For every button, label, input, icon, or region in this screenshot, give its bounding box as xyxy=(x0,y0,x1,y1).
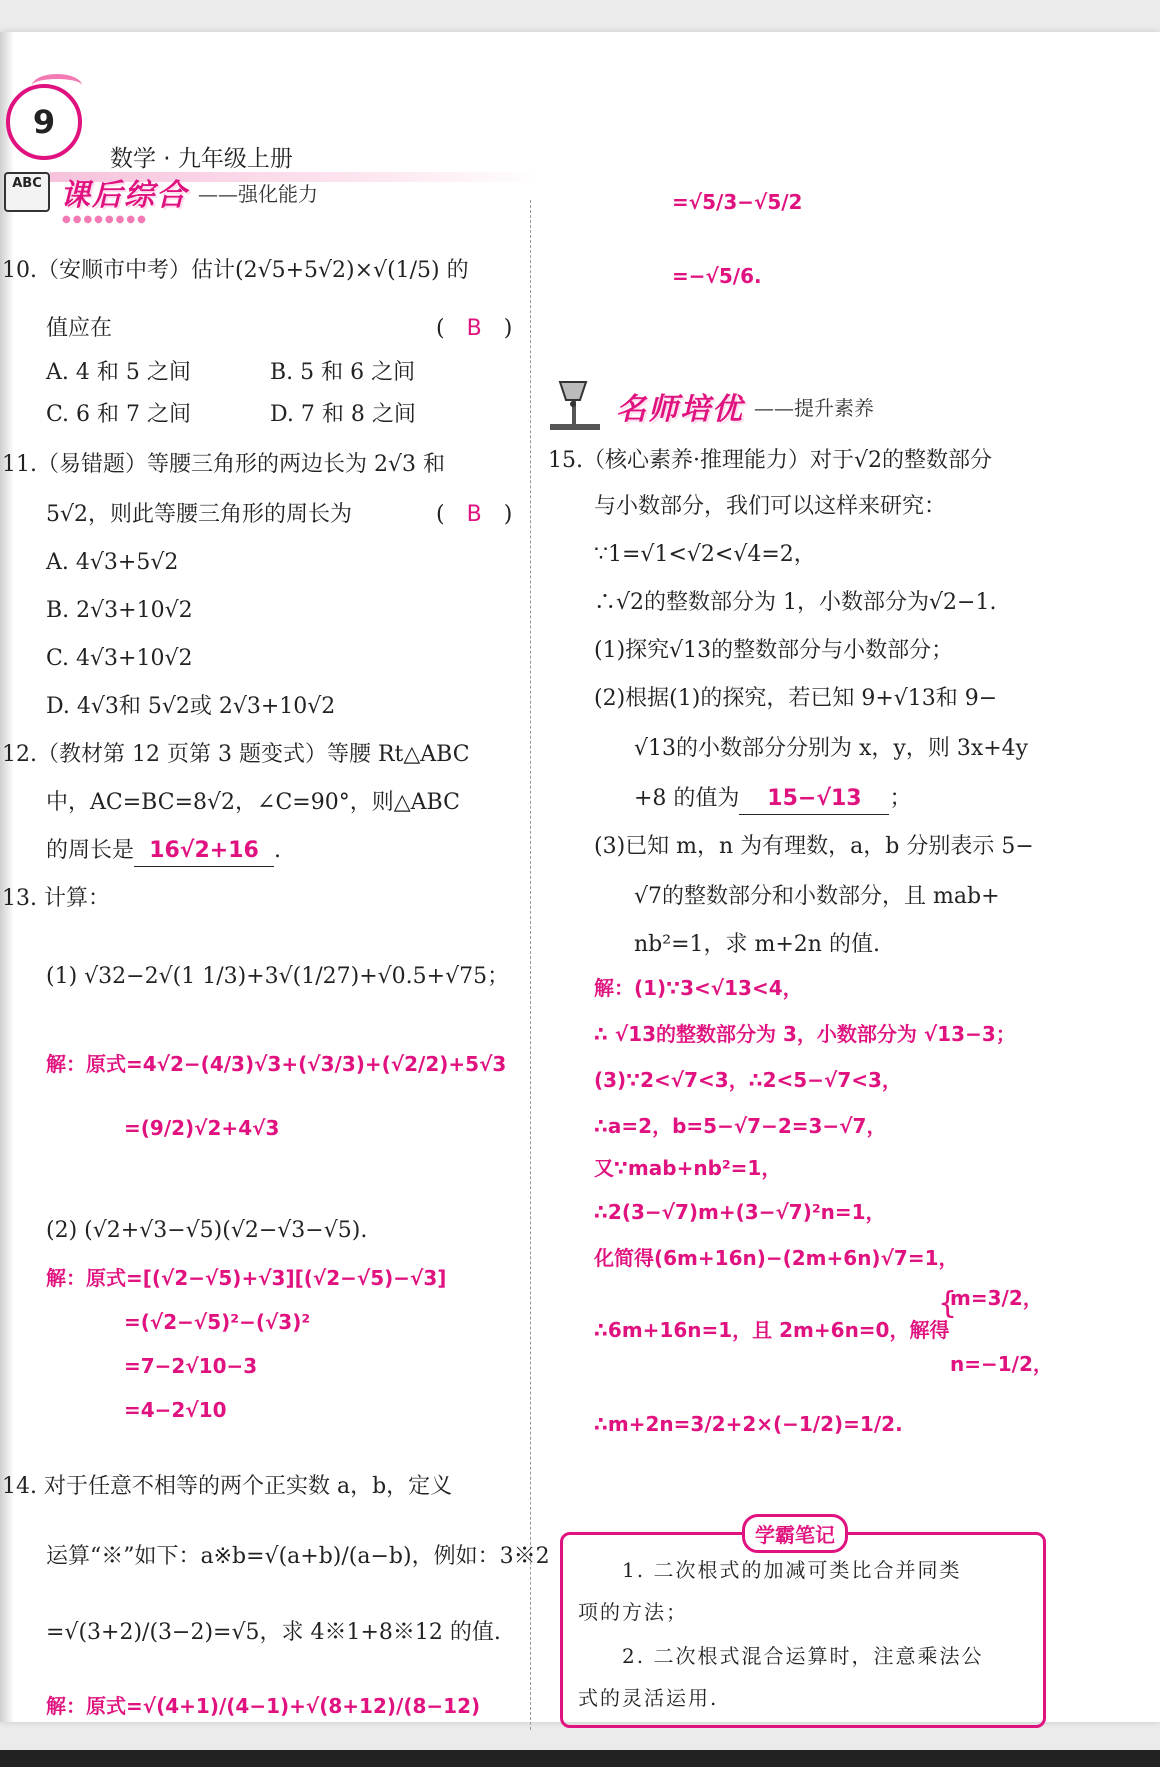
q14-solution-line1: 解：原式=√(4+1)/(4−1)+√(8+12)/(8−12) xyxy=(46,1694,481,1718)
q15-solution-line4: ∴a=2，b=5−√7−2=3−√7， xyxy=(594,1114,887,1138)
q14-line1: 14. 对于任意不相等的两个正实数 a，b，定义 xyxy=(2,1474,453,1499)
q13-part2-solution-line3: =7−2√10−3 xyxy=(124,1354,258,1378)
q10-option-b: B. 5 和 6 之间 xyxy=(270,360,416,385)
q10-answer-letter: B xyxy=(466,316,482,341)
page-number: 9 xyxy=(32,103,56,141)
q15-line1: 15.（核心素养·推理能力）对于√2的整数部分 xyxy=(548,448,992,473)
q10-option-c: C. 6 和 7 之间 xyxy=(46,402,192,427)
q15-line4: ∴√2的整数部分为 1，小数部分为√2−1. xyxy=(594,590,997,615)
q15-solution-system-n: n=−1/2， xyxy=(950,1352,1053,1376)
page-title: 数学 · 九年级上册 xyxy=(110,146,293,172)
q15-line3: ∵1=√1<√2<√4=2， xyxy=(594,542,816,567)
q10-line1: 10.（安顺市中考）估计(2√5+5√2)×√(1/5) 的 xyxy=(2,258,469,283)
q15-part1: (1)探究√13的整数部分与小数部分； xyxy=(594,638,954,663)
q15-solution-line9: ∴m+2n=3/2+2×(−1/2)=1/2. xyxy=(594,1412,903,1436)
q14-line3: =√(3+2)/(3−2)=√5，求 4※1+8※12 的值. xyxy=(46,1620,501,1645)
q13-part1-solution-cont1: =√5/3−√5/2 xyxy=(672,190,803,214)
q13-part1-solution-cont2: =−√5/6. xyxy=(672,264,762,288)
study-note-line4: 式的灵活运用. xyxy=(578,1686,719,1710)
q13-part2: (2) (√2+√3−√5)(√2−√3−√5). xyxy=(46,1218,368,1243)
q14-line2: 运算“※”如下：a※b=√(a+b)/(a−b)，例如：3※2 xyxy=(46,1544,550,1569)
q15-part2-line3-text: +8 的值为 xyxy=(634,786,740,811)
q11-line2: 5√2，则此等腰三角形的周长为 xyxy=(46,502,353,527)
study-note-line1: 1. 二次根式的加减可类比合并同类 xyxy=(622,1558,962,1582)
q10-option-a: A. 4 和 5 之间 xyxy=(46,360,191,385)
q15-answer-blank: 15−√13 xyxy=(739,784,889,815)
q11-line1: 11.（易错题）等腰三角形的两边长为 2√3 和 xyxy=(2,452,445,477)
q11-answer-letter: B xyxy=(466,502,482,527)
q15-solution-system-m: m=3/2， xyxy=(950,1286,1043,1310)
q15-solution-line8: ∴6m+16n=1，且 2m+6n=0，解得 xyxy=(594,1318,950,1342)
section-subtitle-right: ——提升素养 xyxy=(754,395,874,420)
brace-system: { xyxy=(938,1286,958,1321)
q15-part3-line3: nb²=1，求 m+2n 的值. xyxy=(634,932,880,957)
q13-part1-solution-line2: =(9/2)√2+4√3 xyxy=(124,1116,280,1140)
q13-part2-solution-line2: =(√2−√5)²−(√3)² xyxy=(124,1310,311,1334)
q15-part2-line3: +8 的值为 15−√13 ； xyxy=(634,784,911,815)
q11-option-c: C. 4√3+10√2 xyxy=(46,646,193,671)
q15-part2-line2: √13的小数部分分别为 x，y，则 3x+4y xyxy=(634,736,1029,761)
study-note-line3: 2. 二次根式混合运算时，注意乘法公 xyxy=(622,1644,984,1668)
q15-solution-line5: 又∵mab+nb²=1， xyxy=(594,1156,782,1180)
section-title-text-right: 名师培优 xyxy=(616,392,744,427)
study-note-line2: 项的方法； xyxy=(578,1600,688,1624)
q12-line2: 中，AC=BC=8√2，∠C=90°，则△ABC xyxy=(46,790,460,815)
q15-solution-line3: (3)∵2<√7<3，∴2<5−√7<3， xyxy=(594,1068,902,1092)
decor-dots: ●●●●●●●● xyxy=(62,214,148,225)
q10-option-d: D. 7 和 8 之间 xyxy=(270,402,416,427)
desk-lamp-icon xyxy=(546,378,606,434)
page-number-badge xyxy=(6,84,82,160)
q13-part2-solution-line1: 解：原式=[(√2−√5)+√3][(√2−√5)−√3] xyxy=(46,1266,447,1290)
q11-answer: ( B ) xyxy=(436,502,513,527)
q12-line3-text: 的周长是 xyxy=(46,838,135,863)
section-title-text: 课后综合 xyxy=(60,178,188,213)
abc-icon-label: ABC xyxy=(12,176,42,191)
q12-answer-blank: 16√2+16 xyxy=(134,836,274,867)
q13-part1-solution-line1: 解：原式=4√2−(4/3)√3+(√3/3)+(√2/2)+5√3 xyxy=(46,1052,507,1076)
q11-option-d: D. 4√3和 5√2或 2√3+10√2 xyxy=(46,694,336,719)
workbook-page xyxy=(0,32,1160,1722)
q15-solution-line2: ∴ √13的整数部分为 3，小数部分为 √13−3； xyxy=(594,1022,1016,1046)
q13-part2-solution-line4: =4−2√10 xyxy=(124,1398,227,1422)
abc-book-icon xyxy=(4,172,50,212)
q13-part1: (1) √32−2√(1 1/3)+3√(1/27)+√0.5+√75； xyxy=(46,964,510,989)
column-divider xyxy=(530,200,531,1730)
bottom-edge-bar xyxy=(0,1750,1160,1767)
q15-part2-line1: (2)根据(1)的探究，若已知 9+√13和 9− xyxy=(594,686,998,711)
q10-line2: 值应在 xyxy=(46,316,113,341)
q15-solution-line7: 化简得(6m+16n)−(2m+6n)√7=1， xyxy=(594,1246,959,1270)
q15-part3-line1: (3)已知 m，n 为有理数，a，b 分别表示 5− xyxy=(594,834,1034,859)
q12-line1: 12.（教材第 12 页第 3 题变式）等腰 Rt△ABC xyxy=(2,742,470,767)
q13-title: 13. 计算： xyxy=(2,886,110,911)
q11-option-b: B. 2√3+10√2 xyxy=(46,598,193,623)
section-title-right xyxy=(546,378,874,434)
q15-solution-line6: ∴2(3−√7)m+(3−√7)²n=1， xyxy=(594,1200,886,1224)
q15-part3-line2: √7的整数部分和小数部分，且 mab+ xyxy=(634,884,1000,909)
section-title-left xyxy=(4,170,318,225)
q15-line2: 与小数部分，我们可以这样来研究： xyxy=(594,494,947,519)
study-note-title: 学霸笔记 xyxy=(742,1514,848,1553)
q15-solution-line1: 解：(1)∵3<√13<4， xyxy=(594,976,803,1000)
section-subtitle: ——强化能力 xyxy=(198,181,318,206)
q10-answer: ( B ) xyxy=(436,316,513,341)
q11-option-a: A. 4√3+5√2 xyxy=(46,550,179,575)
q12-line3: 的周长是 16√2+16 . xyxy=(46,836,281,867)
